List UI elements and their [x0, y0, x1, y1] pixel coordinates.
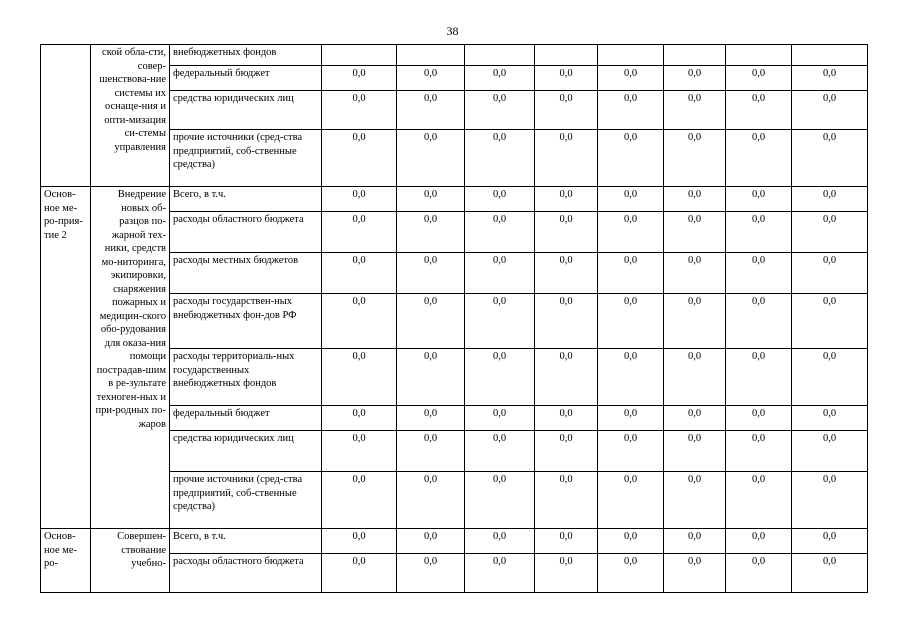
value-cell: 0,0: [322, 349, 397, 406]
value-cell: [465, 45, 535, 66]
funding-source-cell: федеральный бюджет: [170, 66, 322, 91]
value-cell: 0,0: [535, 529, 598, 554]
value-cell: 0,0: [465, 130, 535, 187]
value-cell: 0,0: [397, 554, 465, 593]
value-cell: 0,0: [535, 554, 598, 593]
value-cell: 0,0: [726, 187, 792, 212]
value-cell: 0,0: [465, 253, 535, 294]
value-cell: 0,0: [465, 91, 535, 130]
value-cell: 0,0: [726, 253, 792, 294]
funding-source-cell: средства юридических лиц: [170, 91, 322, 130]
value-cell: 0,0: [465, 294, 535, 349]
value-cell: 0,0: [664, 431, 726, 472]
value-cell: 0,0: [792, 212, 868, 253]
value-cell: 0,0: [664, 253, 726, 294]
value-cell: [397, 45, 465, 66]
value-cell: 0,0: [322, 253, 397, 294]
activity-cell: Основ-ное ме-ро-: [41, 529, 91, 593]
value-cell: 0,0: [664, 91, 726, 130]
funding-source-cell: прочие источники (сред-ства предприятий, соб-ственные средства): [170, 472, 322, 529]
table-row: [41, 45, 868, 66]
value-cell: 0,0: [465, 431, 535, 472]
value-cell: 0,0: [397, 212, 465, 253]
value-cell: 0,0: [465, 66, 535, 91]
value-cell: 0,0: [598, 349, 664, 406]
value-cell: 0,0: [726, 406, 792, 431]
funding-source-cell: расходы государствен-ных внебюджетных фон-дов РФ: [170, 294, 322, 349]
value-cell: 0,0: [598, 91, 664, 130]
value-cell: 0,0: [792, 294, 868, 349]
value-cell: 0,0: [322, 529, 397, 554]
value-cell: 0,0: [322, 130, 397, 187]
value-cell: 0,0: [598, 554, 664, 593]
value-cell: 0,0: [598, 187, 664, 212]
value-cell: 0,0: [598, 130, 664, 187]
value-cell: 0,0: [792, 253, 868, 294]
value-cell: 0,0: [322, 554, 397, 593]
value-cell: 0,0: [322, 187, 397, 212]
value-cell: 0,0: [322, 66, 397, 91]
value-cell: 0,0: [726, 66, 792, 91]
value-cell: 0,0: [598, 406, 664, 431]
value-cell: 0,0: [465, 472, 535, 529]
value-cell: 0,0: [792, 472, 868, 529]
value-cell: 0,0: [535, 294, 598, 349]
value-cell: 0,0: [664, 406, 726, 431]
value-cell: 0,0: [664, 349, 726, 406]
value-cell: 0,0: [598, 294, 664, 349]
value-cell: 0,0: [397, 66, 465, 91]
value-cell: 0,0: [535, 187, 598, 212]
funding-source-cell: внебюджетных фондов: [170, 45, 322, 66]
funding-source-cell: расходы территориаль-ных государственных внебюджетных фондов: [170, 349, 322, 406]
funding-source-cell: расходы местных бюджетов: [170, 253, 322, 294]
value-cell: 0,0: [726, 130, 792, 187]
value-cell: 0,0: [322, 431, 397, 472]
funding-source-cell: расходы областного бюджета: [170, 554, 322, 593]
funding-table: [40, 44, 868, 593]
value-cell: 0,0: [397, 253, 465, 294]
value-cell: 0,0: [465, 187, 535, 212]
activity-name-cell: Совершен-ствование учебно-: [91, 529, 170, 593]
value-cell: 0,0: [664, 472, 726, 529]
value-cell: [726, 45, 792, 66]
value-cell: [535, 45, 598, 66]
value-cell: 0,0: [465, 212, 535, 253]
value-cell: 0,0: [322, 212, 397, 253]
table-row: [41, 187, 868, 212]
value-cell: 0,0: [726, 91, 792, 130]
value-cell: 0,0: [726, 431, 792, 472]
value-cell: [598, 45, 664, 66]
value-cell: 0,0: [598, 66, 664, 91]
value-cell: 0,0: [535, 472, 598, 529]
value-cell: 0,0: [465, 554, 535, 593]
value-cell: 0,0: [664, 66, 726, 91]
value-cell: 0,0: [792, 554, 868, 593]
funding-source-cell: Всего, в т.ч.: [170, 187, 322, 212]
funding-source-cell: федеральный бюджет: [170, 406, 322, 431]
value-cell: 0,0: [664, 130, 726, 187]
value-cell: 0,0: [322, 472, 397, 529]
value-cell: 0,0: [726, 554, 792, 593]
value-cell: 0,0: [792, 187, 868, 212]
activity-cell: Основ-ное ме-ро-прия-тие 2: [41, 187, 91, 529]
value-cell: 0,0: [664, 187, 726, 212]
value-cell: 0,0: [322, 294, 397, 349]
value-cell: 0,0: [792, 66, 868, 91]
value-cell: 0,0: [792, 406, 868, 431]
value-cell: 0,0: [792, 431, 868, 472]
value-cell: 0,0: [598, 212, 664, 253]
funding-source-cell: средства юридических лиц: [170, 431, 322, 472]
value-cell: 0,0: [465, 406, 535, 431]
activity-name-cell: Внедрение новых об-разцов по-жарной тех-ники, средств мо-ниторинга, экипировки, снаряжения пожарных и медицин-ского обо-рудования для оказа-ния помощи пострадав-шим в ре-зультате техноген-ных и при-родных по-жаров: [91, 187, 170, 529]
value-cell: 0,0: [397, 91, 465, 130]
value-cell: 0,0: [465, 349, 535, 406]
value-cell: 0,0: [397, 431, 465, 472]
activity-name-cell: ской обла-сти, совер-шенствова-ние системы их оснаще-ния и опти-мизация си-стемы управления: [91, 45, 170, 187]
value-cell: 0,0: [664, 554, 726, 593]
value-cell: [792, 45, 868, 66]
value-cell: 0,0: [397, 130, 465, 187]
value-cell: 0,0: [792, 91, 868, 130]
funding-source-cell: Всего, в т.ч.: [170, 529, 322, 554]
value-cell: 0,0: [535, 431, 598, 472]
value-cell: 0,0: [598, 529, 664, 554]
value-cell: 0,0: [726, 529, 792, 554]
value-cell: 0,0: [322, 406, 397, 431]
value-cell: 0,0: [535, 91, 598, 130]
value-cell: 0,0: [535, 212, 598, 253]
value-cell: 0,0: [726, 294, 792, 349]
value-cell: 0,0: [535, 253, 598, 294]
value-cell: 0,0: [397, 294, 465, 349]
value-cell: 0,0: [664, 294, 726, 349]
value-cell: 0,0: [726, 349, 792, 406]
value-cell: 0,0: [664, 212, 726, 253]
value-cell: 0,0: [598, 472, 664, 529]
value-cell: 0,0: [598, 253, 664, 294]
table-row: [41, 529, 868, 554]
value-cell: 0,0: [535, 66, 598, 91]
value-cell: 0,0: [792, 349, 868, 406]
value-cell: [664, 45, 726, 66]
value-cell: 0,0: [535, 406, 598, 431]
value-cell: 0,0: [598, 431, 664, 472]
funding-source-cell: прочие источники (сред-ства предприятий, соб-ственные средства): [170, 130, 322, 187]
value-cell: 0,0: [726, 212, 792, 253]
value-cell: 0,0: [397, 349, 465, 406]
funding-source-cell: расходы областного бюджета: [170, 212, 322, 253]
value-cell: 0,0: [792, 130, 868, 187]
value-cell: 0,0: [397, 472, 465, 529]
value-cell: 0,0: [664, 529, 726, 554]
value-cell: 0,0: [792, 529, 868, 554]
value-cell: 0,0: [465, 529, 535, 554]
value-cell: 0,0: [397, 406, 465, 431]
activity-cell: [41, 45, 91, 187]
value-cell: [322, 45, 397, 66]
value-cell: 0,0: [397, 187, 465, 212]
value-cell: 0,0: [726, 472, 792, 529]
value-cell: 0,0: [322, 91, 397, 130]
value-cell: 0,0: [535, 349, 598, 406]
value-cell: 0,0: [397, 529, 465, 554]
value-cell: 0,0: [535, 130, 598, 187]
page-number: 38: [446, 24, 459, 38]
